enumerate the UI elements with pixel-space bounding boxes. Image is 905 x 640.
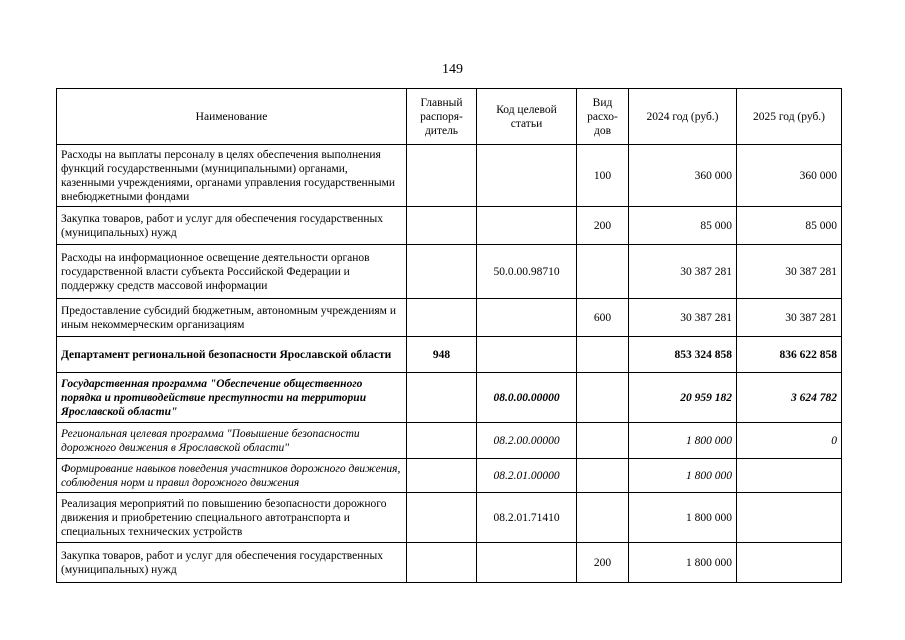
cell-y2024: 85 000: [629, 207, 737, 245]
cell-name: Закупка товаров, работ и услуг для обеспечения государственных (муниципальных) нужд: [57, 207, 407, 245]
cell-y2024: 30 387 281: [629, 299, 737, 337]
cell-publisher: [407, 145, 477, 207]
cell-name: Формирование навыков поведения участников дорожного движения, соблюдения норм и правил дорожного движения: [57, 459, 407, 493]
table-row: [57, 373, 842, 423]
budget-table: [56, 88, 842, 583]
cell-y2025: 0: [737, 423, 842, 459]
cell-code: [477, 543, 577, 583]
cell-y2025: 30 387 281: [737, 299, 842, 337]
cell-y2024: 1 800 000: [629, 493, 737, 543]
table-row: [57, 459, 842, 493]
cell-name: Расходы на информационное освещение деятельности органов государственной власти субъекта Российской Федерации и поддержку средств массовой информации: [57, 245, 407, 299]
header-row: [57, 89, 842, 145]
header-kind: Вид расхо-дов: [577, 89, 629, 145]
cell-y2025: [737, 543, 842, 583]
header-publisher: Главный распоря-дитель: [407, 89, 477, 145]
cell-publisher: [407, 373, 477, 423]
header-code: Код целевой статьи: [477, 89, 577, 145]
cell-y2025: 360 000: [737, 145, 842, 207]
cell-code: [477, 207, 577, 245]
cell-publisher: [407, 423, 477, 459]
cell-kind: 200: [577, 543, 629, 583]
cell-y2025: 3 624 782: [737, 373, 842, 423]
cell-kind: [577, 493, 629, 543]
cell-publisher: [407, 459, 477, 493]
cell-code: 08.2.01.71410: [477, 493, 577, 543]
cell-publisher: [407, 493, 477, 543]
table-row: [57, 207, 842, 245]
cell-kind: [577, 459, 629, 493]
cell-publisher: [407, 245, 477, 299]
cell-publisher: [407, 299, 477, 337]
cell-y2024: 1 800 000: [629, 543, 737, 583]
page-number: 149: [442, 62, 463, 77]
cell-kind: [577, 373, 629, 423]
cell-y2024: 1 800 000: [629, 423, 737, 459]
table-row: [57, 145, 842, 207]
table-row: [57, 245, 842, 299]
cell-kind: [577, 337, 629, 373]
cell-name: Государственная программа "Обеспечение общественного порядка и противодействие преступности на территории Ярославской области": [57, 373, 407, 423]
table-row: [57, 299, 842, 337]
cell-code: [477, 145, 577, 207]
cell-kind: 100: [577, 145, 629, 207]
header-name: Наименование: [57, 89, 407, 145]
cell-code: [477, 337, 577, 373]
cell-y2024: 853 324 858: [629, 337, 737, 373]
cell-kind: [577, 423, 629, 459]
cell-y2024: 360 000: [629, 145, 737, 207]
cell-publisher: [407, 207, 477, 245]
cell-y2025: 85 000: [737, 207, 842, 245]
cell-kind: 200: [577, 207, 629, 245]
cell-name: Департамент региональной безопасности Ярославской области: [57, 337, 407, 373]
cell-y2025: [737, 459, 842, 493]
header-2024: 2024 год (руб.): [629, 89, 737, 145]
cell-code: [477, 299, 577, 337]
cell-publisher: [407, 543, 477, 583]
cell-code: 08.2.01.00000: [477, 459, 577, 493]
cell-kind: [577, 245, 629, 299]
cell-name: Предоставление субсидий бюджетным, автономным учреждениям и иным некоммерческим организациям: [57, 299, 407, 337]
cell-code: 08.0.00.00000: [477, 373, 577, 423]
cell-name: Реализация мероприятий по повышению безопасности дорожного движения и приобретению специального автотранспорта и специальных технических устройств: [57, 493, 407, 543]
cell-code: 08.2.00.00000: [477, 423, 577, 459]
cell-code: 50.0.00.98710: [477, 245, 577, 299]
cell-y2025: 836 622 858: [737, 337, 842, 373]
cell-name: Закупка товаров, работ и услуг для обеспечения государственных (муниципальных) нужд: [57, 543, 407, 583]
cell-publisher: 948: [407, 337, 477, 373]
table-row: [57, 543, 842, 583]
cell-y2025: [737, 493, 842, 543]
cell-kind: 600: [577, 299, 629, 337]
table-row: [57, 337, 842, 373]
cell-y2025: 30 387 281: [737, 245, 842, 299]
cell-y2024: 30 387 281: [629, 245, 737, 299]
cell-y2024: 20 959 182: [629, 373, 737, 423]
header-2025: 2025 год (руб.): [737, 89, 842, 145]
cell-name: Расходы на выплаты персоналу в целях обеспечения выполнения функций государственными (муниципальными) органами, казенными учреждениями, органами управления государственными внебюджетными фондами: [57, 145, 407, 207]
table-row: [57, 493, 842, 543]
cell-y2024: 1 800 000: [629, 459, 737, 493]
cell-name: Региональная целевая программа "Повышение безопасности дорожного движения в Ярославской области": [57, 423, 407, 459]
table-row: [57, 423, 842, 459]
